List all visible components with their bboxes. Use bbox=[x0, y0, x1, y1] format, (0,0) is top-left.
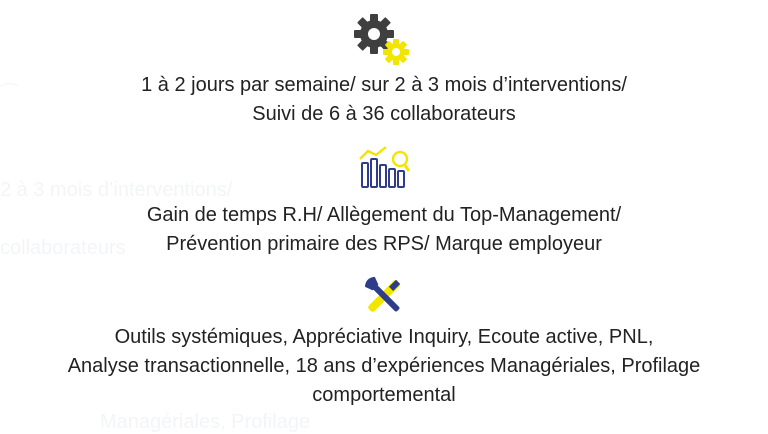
benefits-text bbox=[0, 201, 768, 259]
gears-icon bbox=[352, 12, 416, 68]
section-methods bbox=[0, 272, 768, 410]
tools-icon bbox=[360, 272, 408, 320]
methods-line-3: comportemental bbox=[312, 384, 456, 406]
benefits-line-2: Prévention primaire des RPS/ Marque employeur bbox=[166, 233, 602, 255]
intervention-line-1: 1 à 2 jours par semaine/ sur 2 à 3 mois d’interventions/ bbox=[141, 74, 627, 96]
section-intervention bbox=[0, 12, 768, 129]
section-benefits bbox=[0, 145, 768, 259]
growth-chart-icon bbox=[356, 145, 412, 191]
ghost-text: 2 à 3 mois d’interventions/ bbox=[0, 179, 233, 201]
methods-line-1: Outils systémiques, Appréciative Inquiry, Ecoute active, PNL, bbox=[114, 326, 654, 348]
ghost-text: Managériales, Profilage bbox=[100, 411, 311, 433]
intervention-text bbox=[0, 71, 768, 129]
methods-text bbox=[0, 323, 768, 410]
ghost-text: collaborateurs bbox=[0, 237, 126, 259]
methods-line-2: Analyse transactionnelle, 18 ans d’expériences Managériales, Profilage bbox=[67, 355, 701, 377]
intervention-line-2: Suivi de 6 à 36 collaborateurs bbox=[252, 103, 516, 125]
ghost-text: ⌒ bbox=[0, 83, 20, 105]
benefits-line-1: Gain de temps R.H/ Allègement du Top-Management/ bbox=[146, 204, 622, 226]
